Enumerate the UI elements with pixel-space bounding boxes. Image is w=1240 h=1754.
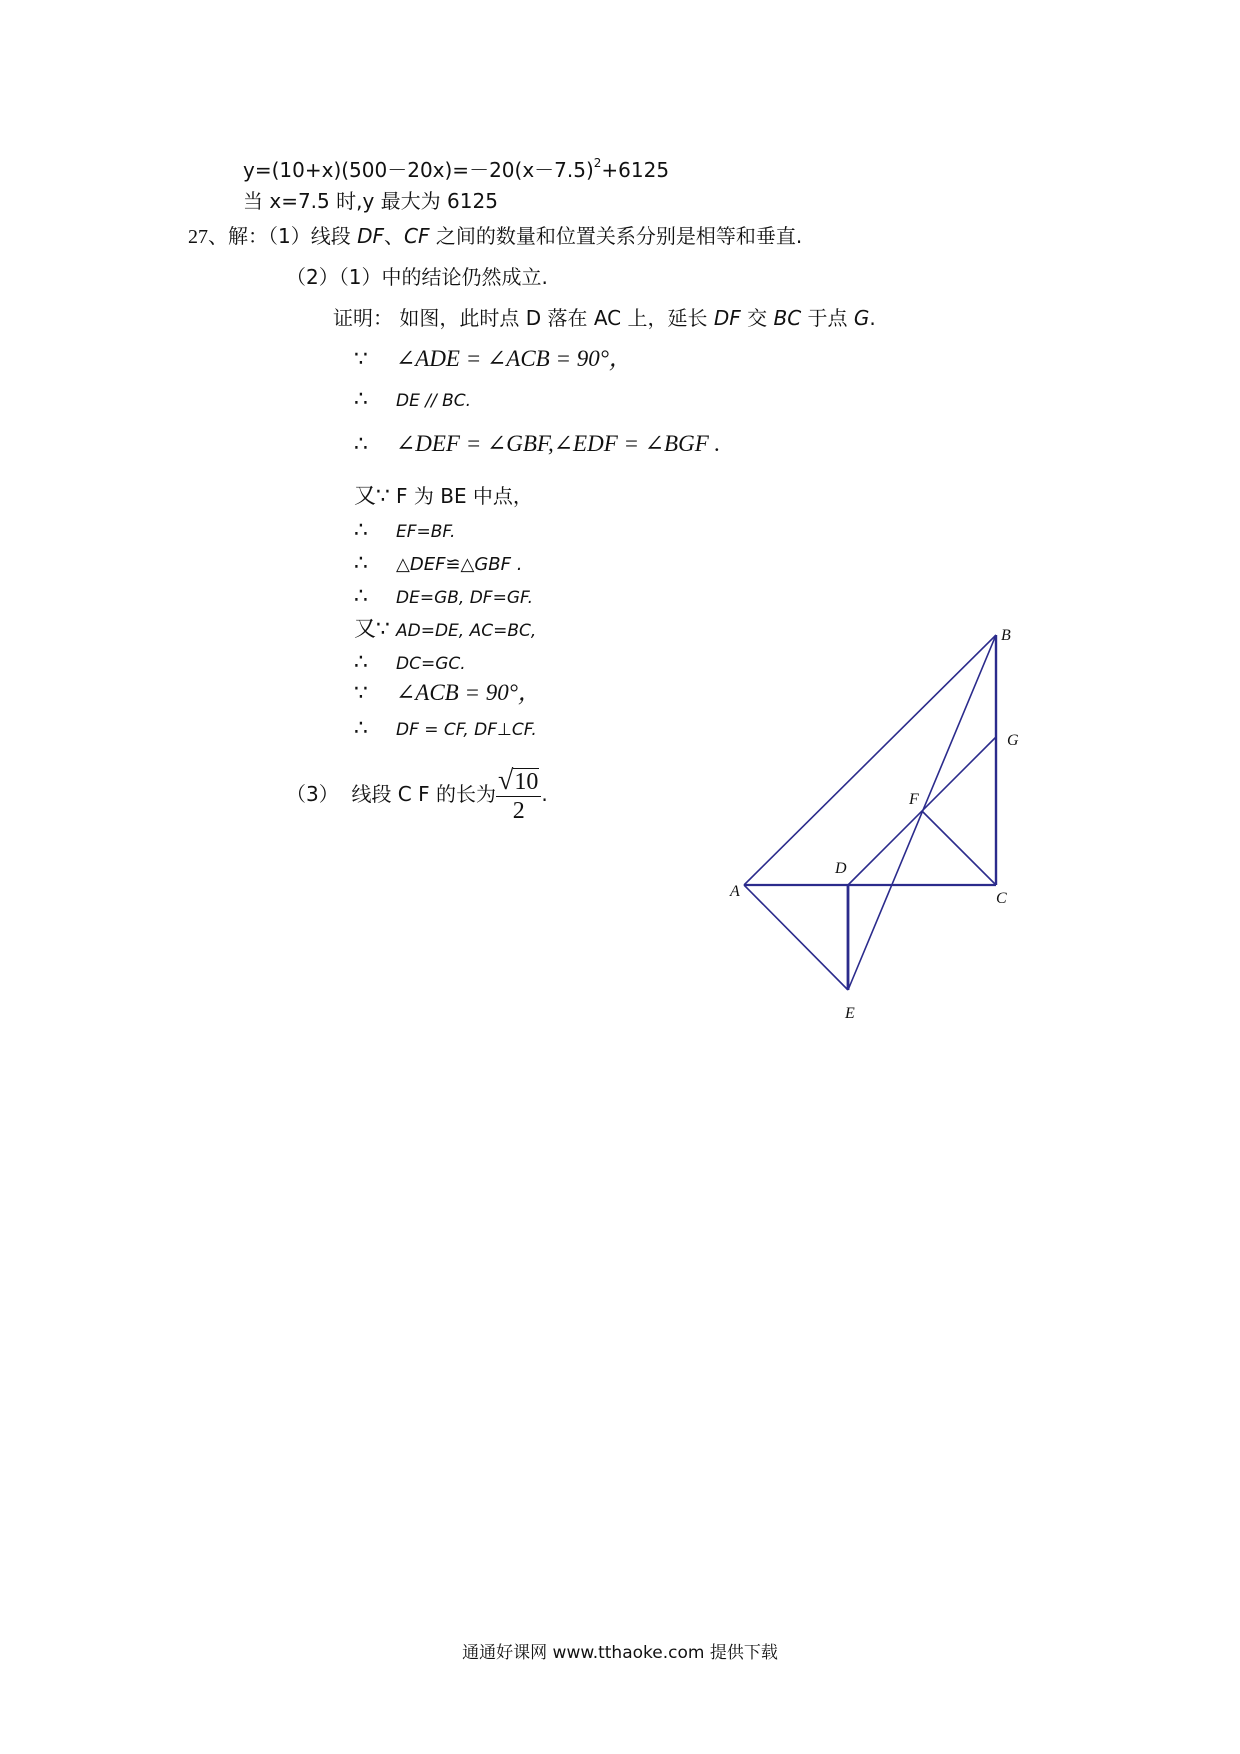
part1-text-a: 线段: [310, 224, 358, 248]
proof-text: ∠DEF = ∠GBF,∠EDF = ∠BGF .: [396, 431, 721, 456]
part1-text-b: 之间的数量和位置关系分别是相等和垂直.: [429, 224, 803, 248]
sqrt-icon: √: [498, 764, 514, 796]
proof-intro-b: 交: [740, 306, 774, 330]
proof-text: EF=BF.: [396, 522, 456, 542]
fraction-denominator: 2: [512, 797, 525, 824]
proof-text: F 为 BE 中点，: [396, 484, 533, 508]
segment-df: DF: [357, 224, 384, 248]
part3-end: .: [541, 782, 548, 806]
proof-symbol: ∴: [354, 584, 368, 609]
proof-intro-d: .: [869, 306, 876, 330]
proof-text: DF = CF, DF⊥CF.: [396, 720, 537, 740]
proof-intro-a: 证明： 如图，此时点 D 落在 AC 上，延长: [333, 306, 714, 330]
proof-symbol: ∴: [354, 518, 368, 543]
proof-text: ∠ADE = ∠ACB = 90°，: [396, 346, 632, 371]
proof-text: ∠ACB = 90°，: [396, 680, 541, 705]
proof-text: DE=GB, DF=GF.: [396, 588, 533, 608]
proof-symbol: ∴: [354, 716, 368, 741]
part3-label: （3）: [286, 782, 339, 806]
proof-text: AD=DE, AC=BC,: [396, 621, 537, 641]
proof-intro-df: DF: [713, 306, 741, 330]
part1-label: （1）: [268, 224, 311, 248]
proof-symbol: ∴: [354, 551, 368, 576]
proof-intro-c: 于点: [801, 306, 854, 330]
proof-symbol: ∴: [354, 650, 368, 675]
proof-symbol: ∵: [354, 681, 368, 706]
proof-text: △DEF≌△GBF .: [396, 554, 523, 575]
proof-text: DE // BC.: [396, 391, 472, 411]
formula-tail: +6125: [601, 158, 670, 182]
label-d: D: [835, 860, 847, 877]
segment-ae: [744, 885, 848, 990]
label-g: G: [1007, 732, 1019, 749]
proof-symbol: ∵: [354, 347, 368, 372]
conclusion-line: 当 x=7.5 时,y 最大为 6125: [243, 189, 498, 213]
part1-sep: 、: [384, 224, 404, 248]
part2-label: （2）: [286, 265, 339, 289]
label-b: B: [1001, 627, 1011, 644]
proof-text: DC=GC.: [396, 654, 466, 674]
label-e: E: [845, 1005, 855, 1022]
part3-text: 线段 C F 的长为: [351, 782, 496, 806]
label-c: C: [996, 890, 1007, 907]
formula-main: y=(10+x)(500－20x)=－20(x－7.5): [243, 158, 594, 182]
radicand: 10: [514, 768, 539, 795]
proof-symbol: 又∵: [354, 617, 390, 642]
segment-fc: [922, 811, 996, 885]
proof-symbol: ∴: [354, 387, 368, 412]
formula-exponent: 2: [593, 156, 602, 170]
segment-cf: CF: [404, 224, 430, 248]
proof-intro-bc: BC: [773, 306, 802, 330]
part2-text: （1）中的结论仍然成立.: [338, 265, 548, 289]
label-a: A: [730, 883, 740, 900]
proof-intro-g: G: [853, 306, 870, 330]
label-f: F: [909, 791, 919, 808]
proof-symbol: ∴: [354, 432, 368, 457]
problem-number: 27、解：: [188, 226, 268, 248]
proof-symbol: 又∵: [354, 484, 390, 509]
footer-credit: 通通好课网 www.tthaoke.com 提供下载: [462, 1643, 778, 1663]
segment-be: [848, 635, 996, 990]
